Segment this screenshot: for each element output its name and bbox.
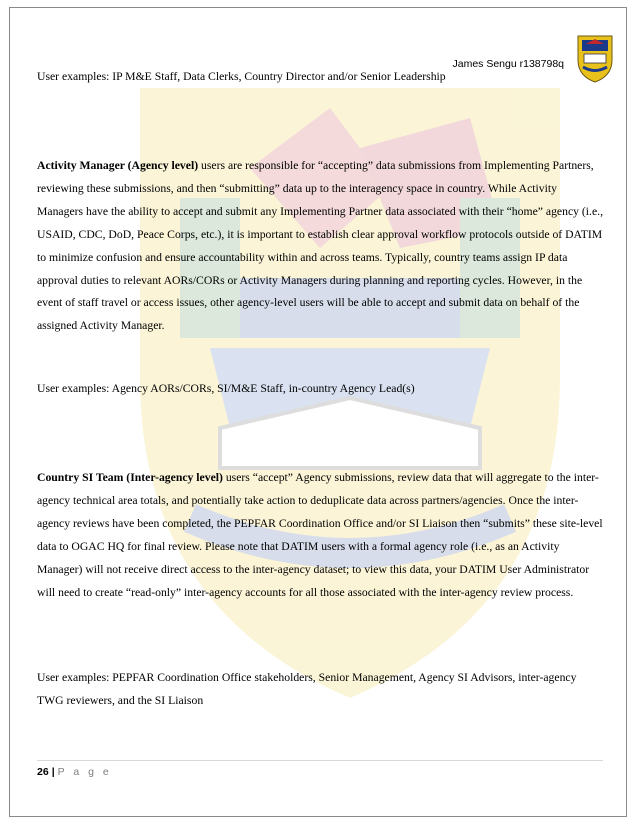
activity-manager-heading: Activity Manager (Agency level): [37, 159, 199, 172]
footer-divider: [37, 760, 603, 761]
footer-separator: |: [51, 766, 55, 778]
user-examples-ip: User examples: IP M&E Staff, Data Clerks, Country Director and/or Senior Leadership: [37, 70, 446, 83]
document-page: [9, 7, 627, 817]
country-si-team-text: users “accept” Agency submissions, review data that will aggregate to the inter-agency technical area totals, and potentially take action to deduplicate data across partners/agencies. Once the inter-agency reviews have been completed, the PEPFAR Coordination Office and/or SI Liaison then “submits” these site-level data to OGAC HQ for final review. Please note that DATIM users with a formal agency role (i.e., as an Activity Manager) will not receive direct access to the inter-agency dataset; to view this data, your DATIM User Administrator will need to create “read-only” inter-agency accounts for all those associated with the inter-agency review process.: [37, 471, 603, 599]
user-examples-pepfar: User examples: PEPFAR Coordination Office stakeholders, Senior Management, Agency SI Advisors, inter-agency TWG reviewers, and the SI Liaison: [37, 671, 577, 707]
page-number: 26: [37, 766, 49, 778]
activity-manager-text: users are responsible for “accepting” data submissions from Implementing Partners, reviewing these submissions, and then “submitting” data up to the interagency space in country. While Activity Managers have the ability to accept and submit any Implementing Partner data associated with their “home” agency (i.e., USAID, CDC, DoD, Peace Corps, etc.), it is important to establish clear approval workflow protocols outside of DATIM to minimize confusion and ensure accountability within and across teams. Typically, country teams assign IP data approval duties to relevant AORs/CORs or Activity Managers during planning and reporting cycles. However, in the event of staff travel or access issues, other agency-level users will be able to accept and submit data on behalf of the assigned Activity Manager.: [37, 159, 603, 333]
page-label: P a g e: [57, 766, 112, 778]
page-footer: [37, 766, 112, 778]
activity-manager-paragraph: [37, 155, 603, 338]
country-si-team-paragraph: [37, 467, 603, 604]
country-si-team-heading: Country SI Team (Inter-agency level): [37, 471, 223, 484]
header-author: James Sengu r138798q: [452, 58, 564, 70]
user-examples-agency: User examples: Agency AORs/CORs, SI/M&E Staff, in-country Agency Lead(s): [37, 382, 415, 395]
